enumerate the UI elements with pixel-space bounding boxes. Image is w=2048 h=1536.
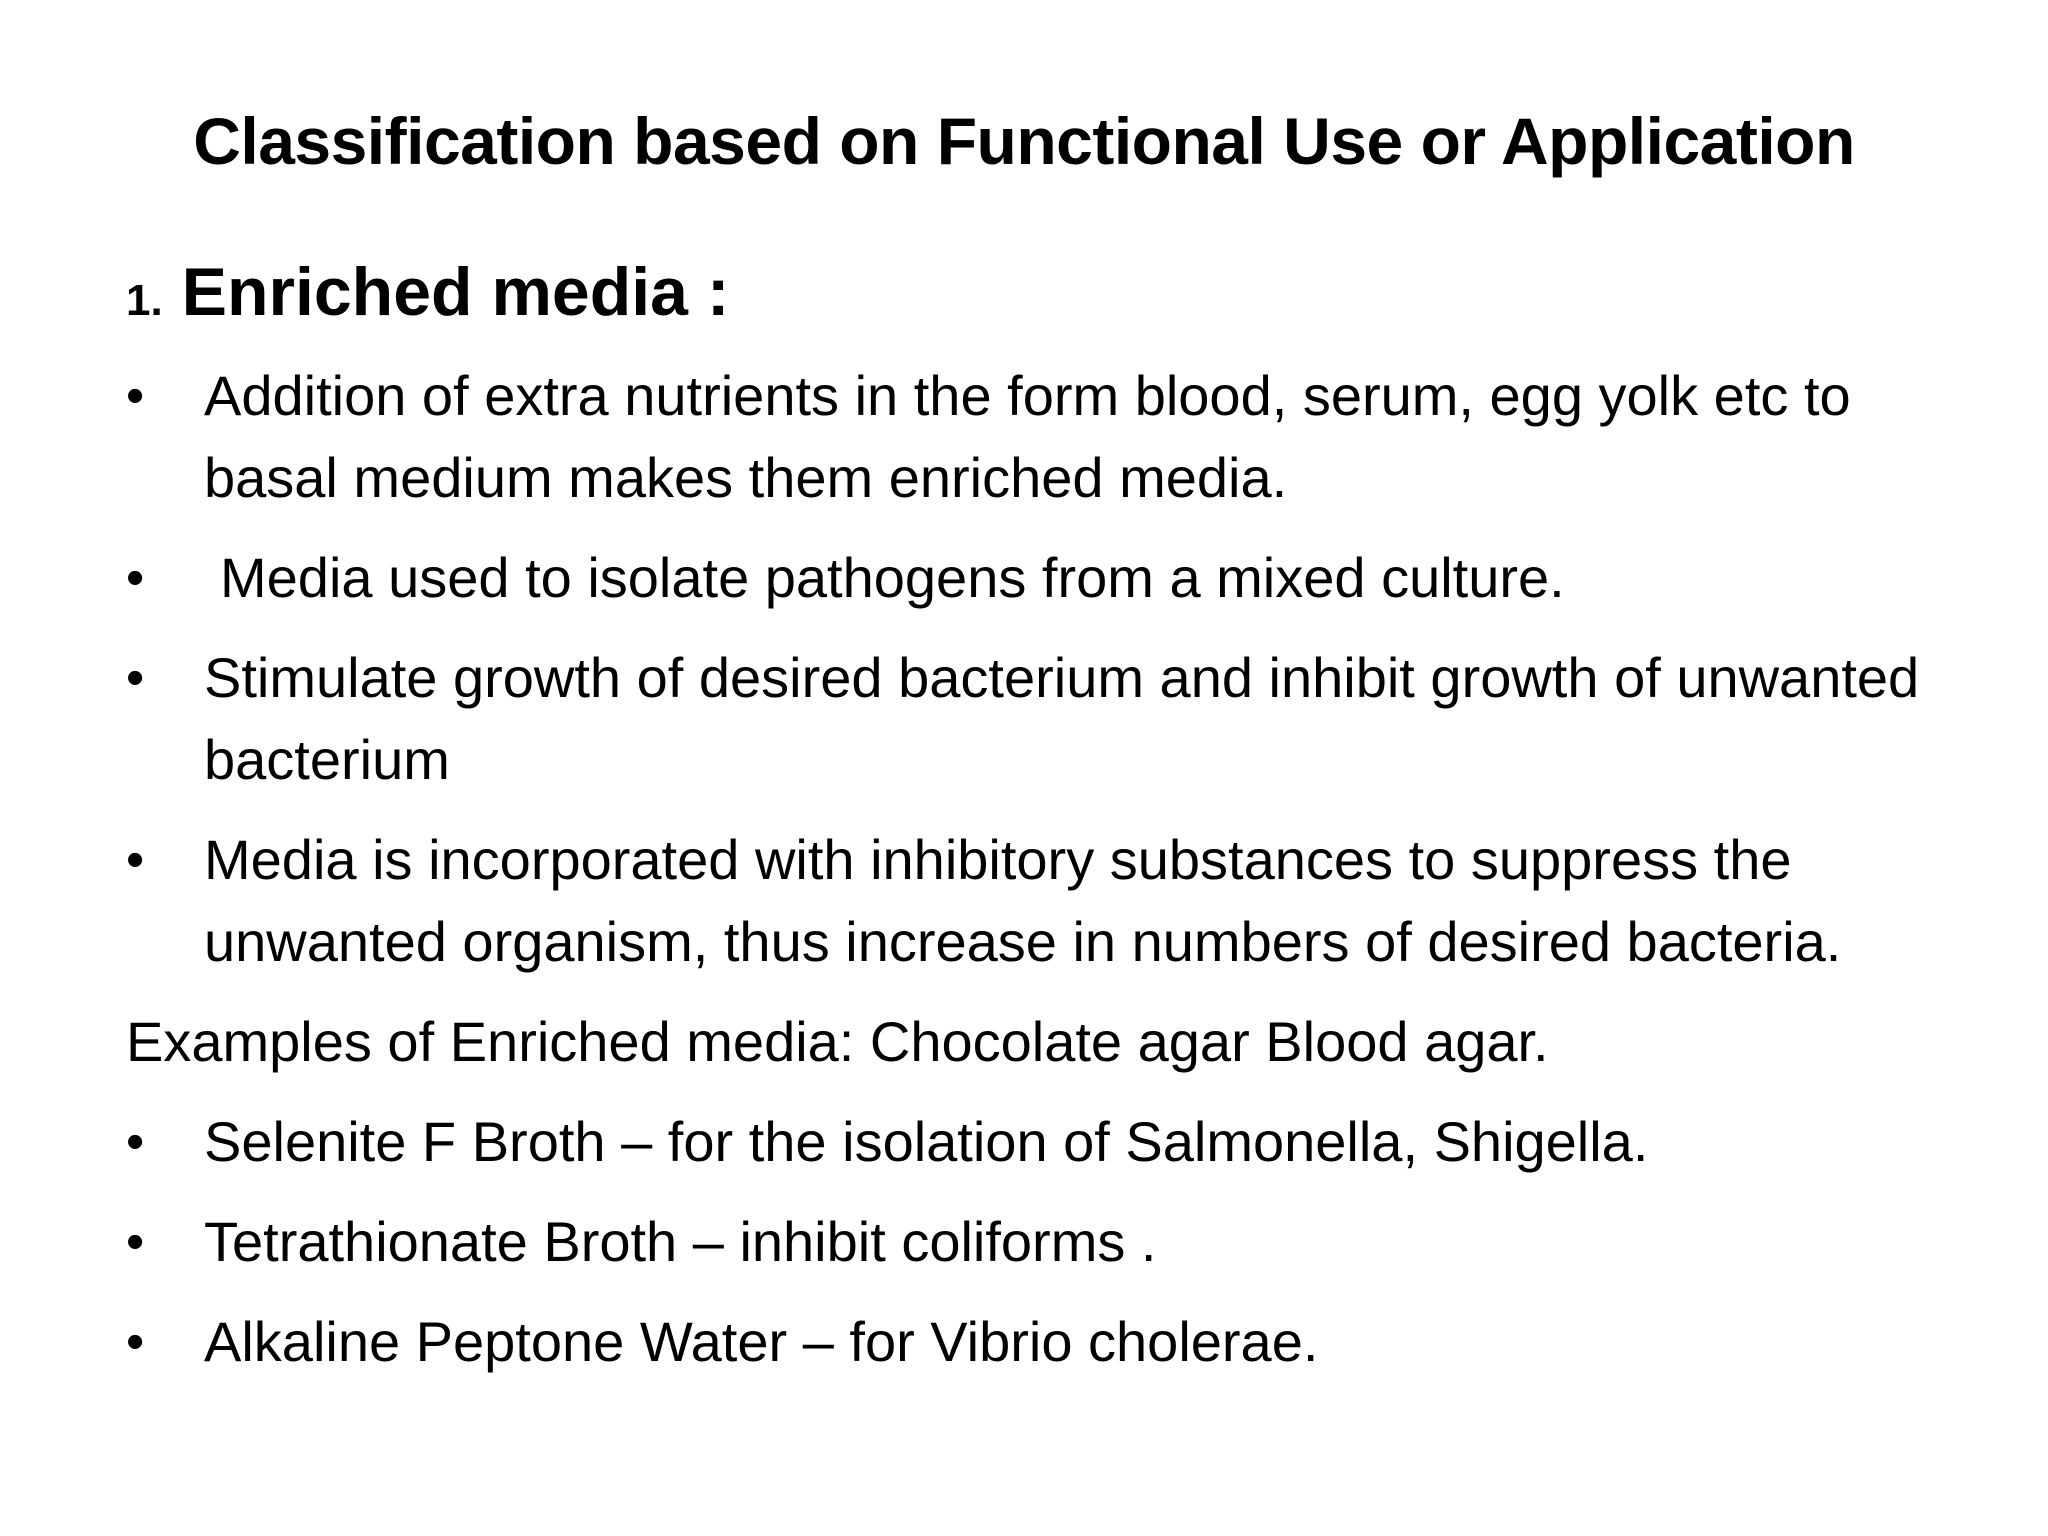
section-heading bbox=[126, 244, 1956, 349]
slide-body bbox=[126, 244, 1956, 1401]
bullet-dot: • bbox=[126, 831, 145, 889]
bullet-dot: • bbox=[126, 549, 145, 607]
bullet-text: Media is incorporated with inhibitory substances to suppress the unwanted organism, thus increase in numbers of desired bacteria. bbox=[204, 828, 1842, 973]
slide-title: Classification based on Functional Use or Application bbox=[193, 104, 1855, 178]
bullet-item bbox=[126, 637, 1956, 801]
section-number: 1. bbox=[126, 276, 163, 325]
examples-line: Examples of Enriched media: Chocolate agar Blood agar. bbox=[126, 1010, 1549, 1073]
bullet-dot: • bbox=[126, 1213, 145, 1271]
section-title: Enriched media : bbox=[181, 254, 730, 330]
example-bullet-item bbox=[126, 1201, 1956, 1283]
example-bullet-item bbox=[126, 1301, 1956, 1383]
bullet-text: Addition of extra nutrients in the form blood, serum, egg yolk etc to basal medium makes them enriched media. bbox=[204, 364, 1851, 509]
example-bullet-item bbox=[126, 1101, 1956, 1183]
example-bullet-text: Selenite F Broth – for the isolation of Salmonella, Shigella. bbox=[204, 1110, 1649, 1173]
example-bullet-text: Tetrathionate Broth – inhibit coliforms . bbox=[204, 1210, 1157, 1273]
bullet-dot: • bbox=[126, 1313, 145, 1371]
bullet-text: Media used to isolate pathogens from a mixed culture. bbox=[220, 546, 1565, 609]
example-bullet-text: Alkaline Peptone Water – for Vibrio cholerae. bbox=[204, 1310, 1319, 1373]
bullet-dot: • bbox=[126, 649, 145, 707]
bullet-item bbox=[126, 355, 1956, 519]
bullet-text: Stimulate growth of desired bacterium and inhibit growth of unwanted bacterium bbox=[204, 646, 1920, 791]
bullet-dot: • bbox=[126, 1113, 145, 1171]
bullet-dot: • bbox=[126, 367, 145, 425]
bullet-item bbox=[126, 537, 1956, 619]
bullet-item bbox=[126, 819, 1956, 983]
